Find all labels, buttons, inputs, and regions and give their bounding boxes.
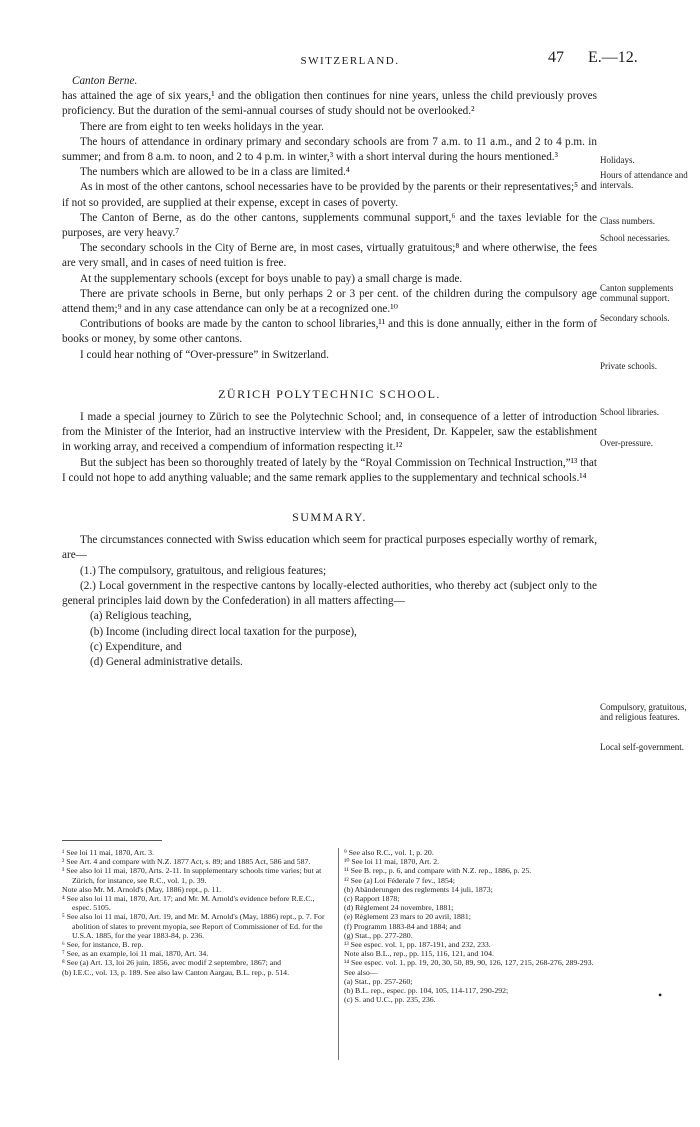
sidenote-private: Private schools.: [600, 361, 657, 371]
paragraph: The Canton of Berne, as do the other cantons, supplements communal support,⁶ and the taxes leviable for the purposes, are very heavy.⁷: [62, 211, 597, 240]
footnote: ³ See also loi 11 mai, 1870, Arts. 2-11. In supplementary schools time varies; but at Zürich, for instance, see R.C., vol. 1, p. 39.: [62, 866, 322, 885]
sidenote-holidays: Holidays.: [600, 155, 635, 165]
sidenote-libraries: School libraries.: [600, 407, 659, 417]
running-header-title: SWITZERLAND.: [300, 55, 400, 67]
footnotes-right-column: [344, 848, 616, 1004]
footnote: ¹¹ See B. rep., p. 6, and compare with N.Z. rep., 1886, p. 25.: [344, 866, 532, 876]
paragraph: The secondary schools in the City of Berne are, in most cases, virtually gratuitous;⁸ and where otherwise, the fees are very small, and in cases of need tuition is free.: [62, 242, 597, 270]
section-heading-summary: SUMMARY.: [292, 510, 367, 525]
footnote: (g) Stat., pp. 277-280.: [344, 930, 413, 940]
body-text: [62, 74, 597, 670]
paragraph: There are from eight to ten weeks holidays in the year.: [80, 120, 324, 133]
page-number: 47: [548, 49, 564, 66]
sidenote-overpressure: Over-pressure.: [600, 438, 654, 448]
footnote-rule: [62, 840, 162, 841]
sidenote-secondary: Secondary schools.: [600, 313, 670, 323]
footnote: (c) Rapport 1878;: [344, 894, 400, 904]
sidenote-canton-support: Canton supplements communal support.: [600, 283, 674, 303]
footnote: ² See Art. 4 and compare with N.Z. 1877 Act, s. 89; and 1885 Act, 586 and 587.: [62, 857, 311, 867]
sidenote-local-government: Local self-government.: [600, 742, 684, 752]
sidenote-necessaries: School necessaries.: [600, 233, 670, 243]
paragraph: has attained the age of six years,¹ and the obligation then continues for nine years, unless the child previously proves proficiency. But the duration of the semi-annual courses of study should not be overlooked.²: [62, 90, 597, 118]
sub-list-item: (d) General administrative details.: [90, 655, 243, 668]
footnote: Note also B.L., rep., pp. 115, 116, 121, and 104.: [344, 949, 494, 959]
footnote: ¹² See (a) Loi Féderale 7 fev., 1854;: [344, 875, 455, 885]
paragraph: At the supplementary schools (except for boys unable to pay) a small charge is made.: [80, 272, 463, 285]
list-item: (2.) Local government in the respective cantons by locally-elected authorities, who thereby act (subject only to the general principles laid down by the Confederation) in all matters affecting—: [62, 579, 597, 608]
paragraph: I could hear nothing of “Over-pressure” in Switzerland.: [80, 348, 329, 361]
footnotes: [62, 840, 642, 1005]
footnote: ⁴ See also loi 11 mai, 1870, Art. 17; and Mr. M. Arnold's evidence before R.E.C., espec. 5105.: [62, 894, 315, 913]
sub-list-item: (b) Income (including direct local taxation for the purpose),: [90, 625, 357, 638]
footnote: (f) Programm 1883-84 and 1884; and: [344, 921, 461, 931]
sub-list-item: (a) Religious teaching,: [90, 610, 192, 623]
paragraph: The numbers which are allowed to be in a class are limited.⁴: [80, 166, 350, 179]
footnote: ⁹ See also R.C., vol. 1, p. 20.: [344, 848, 434, 857]
paragraph: The hours of attendance in ordinary primary and secondary schools are from 7 a.m. to 11 a.m., and 2 to 4 p.m. in summer; and from 8 a.m. to noon, and 2 to 4 p.m. in winter,³ with a short interval during the hours mentioned.³: [62, 135, 597, 164]
footnote: Note also Mr. M. Arnold's (May, 1886) rept., p. 11.: [62, 884, 222, 894]
paragraph: As in most of the other cantons, school necessaries have to be provided by the parents or their representatives;⁵ and if not so provided, are supplied at their expense, except in cases of poverty.: [62, 181, 597, 209]
canton-subheading: Canton Berne.: [72, 75, 138, 87]
footnotes-left-column: [62, 848, 334, 977]
paragraph: There are private schools in Berne, but only perhaps 2 or 3 per cent. of the children during the compulsory age attend them;⁹ and in any case attendance can only be at a recognized one.¹⁰: [62, 287, 597, 316]
footnote: (e) Règlement 23 mars to 20 avril, 1881;: [344, 912, 471, 922]
footnote: ⁸ See (a) Art. 13, loi 26 juin, 1856, avec modif 2 septembre, 1867; and: [62, 958, 282, 968]
paragraph: The circumstances connected with Swiss education which seem for practical purposes especially worthy of remark, are—: [62, 534, 597, 562]
section-heading-polytechnic: ZÜRICH POLYTECHNIC SCHOOL.: [218, 386, 441, 401]
paragraph: But the subject has been so thoroughly treated of lately by the “Royal Commission on Technical Instruction,”¹³ that I could not hope to add anything valuable; and the same remark applies to the supplementary and technical schools.¹⁴: [62, 456, 597, 484]
list-item: (1.) The compulsory, gratuitous, and religious features;: [80, 564, 327, 577]
footnote: (b) B.L. rep., espec. pp. 104, 105, 114-117, 290-292;: [344, 986, 509, 996]
paragraph: Contributions of books are made by the canton to school libraries,¹¹ and this is done annually, either in the form of books or money, by some other cantons.: [62, 318, 597, 346]
footnote: (c) S. and U.C., pp. 235, 236.: [344, 995, 436, 1005]
sidenote-class-numbers: Class numbers.: [600, 216, 655, 226]
sub-list-item: (c) Expenditure, and: [90, 640, 182, 653]
footnote: ⁷ See, as an example, loi 11 mai, 1870, Art. 34.: [62, 949, 209, 959]
sidenote-hours: Hours of attendance and intervals.: [600, 170, 688, 190]
footnote: ¹ See loi 11 mai, 1870, Art. 3.: [62, 848, 154, 857]
footnote: ⁶ See, for instance, B. rep.: [62, 940, 144, 950]
margin-mark: •: [658, 988, 663, 1002]
sidenote-compulsory: Compulsory, gratuitous, and religious features.: [600, 702, 687, 722]
footnote: (b) Abänderungen des reglements 14 juli, 1873;: [344, 884, 493, 894]
paragraph: I made a special journey to Zürich to see the Polytechnic School; and, in consequence of a letter of introduction from the Minister of the Interior, had an instructive interview with the President, Dr. Kappeler, saw the establishment in working array, and received a compendium of information respecting it.¹²: [62, 411, 597, 454]
footnote: See also—: [344, 967, 378, 977]
footnote: ¹³ See espec. vol. 1, pp. 187-191, and 232, 233.: [344, 940, 491, 950]
footnote: (d) Règlement 24 novembre, 1881;: [344, 903, 454, 913]
footnote: ¹⁴ See espec. vol. 1, pp. 19, 20, 30, 50, 89, 90, 126, 127, 215, 268-276, 289-293.: [344, 958, 594, 968]
document-reference: E.—12.: [588, 49, 638, 66]
footnote: (b) I.E.C., vol. 13, p. 189. See also law Canton Aargau, B.L. rep., p. 514.: [62, 967, 290, 977]
footnote: ⁵ See also loi 11 mai, 1870, Art. 19, and Mr. M. Arnold's (May, 1886) rept., p. 7. For abolition of slates to prevent myopia, see Report of Commissioner of Ed. for the U.S.A. 1885, for the year 1883-84, p. 236.: [62, 912, 325, 940]
footnote: ¹⁰ See loi 11 mai, 1870, Art. 2.: [344, 857, 440, 867]
footnote: (a) Stat., pp. 257-260;: [344, 976, 413, 986]
footnote-column-divider: [338, 848, 339, 1060]
